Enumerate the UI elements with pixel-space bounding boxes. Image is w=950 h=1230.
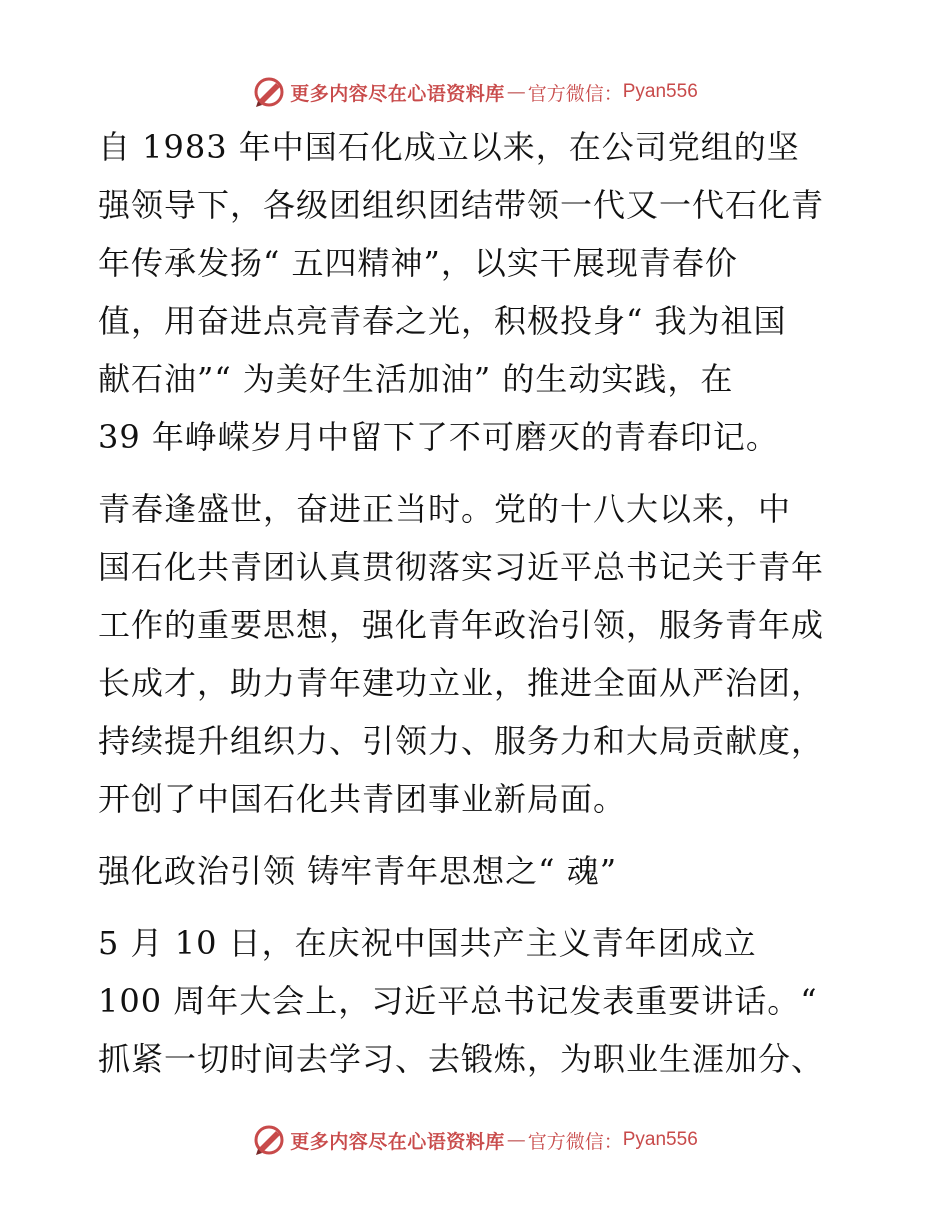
text-line: 强领导下，各级团组织团结带领一代又一代石化青 xyxy=(98,186,825,224)
banner-wechat-id: Pyan556 xyxy=(622,1129,698,1150)
text-line: 自 1983 年中国石化成立以来，在公司党组的坚 xyxy=(98,128,800,166)
section-heading xyxy=(98,842,878,900)
text-line: 5 月 10 日，在庆祝中国共产主义青年团成立 xyxy=(98,924,757,962)
pen-logo-icon xyxy=(252,75,286,109)
text-line: 工作的重要思想，强化青年政治引领，服务青年成 xyxy=(98,606,825,644)
text-line: 持续提升组织力、引领力、服务力和大局贡献度， xyxy=(98,722,825,760)
text-line: 抓紧一切时间去学习、去锻炼，为职业生涯加分、 xyxy=(98,1040,825,1078)
banner-dash: — xyxy=(506,81,526,103)
text-line: 年传承发扬“ 五四精神”，以实干展现青春价 xyxy=(98,244,738,282)
pen-logo-icon xyxy=(252,1123,286,1157)
paragraph-1 xyxy=(98,118,878,466)
footer-watermark-banner xyxy=(0,1120,950,1160)
paragraph-2 xyxy=(98,480,878,828)
heading-line: 强化政治引领 铸牢青年思想之“ 魂” xyxy=(98,852,618,890)
text-line: 值，用奋进点亮青春之光，积极投身“ 我为祖国 xyxy=(98,302,787,340)
document-body xyxy=(98,118,878,1088)
banner-wechat-id: Pyan556 xyxy=(622,81,698,102)
text-line: 献石油”“ 为美好生活加油” 的生动实践，在 xyxy=(98,360,734,398)
banner-official-label: 官方微信： xyxy=(527,1130,623,1153)
banner-dash: — xyxy=(506,1129,526,1151)
banner-official-label: 官方微信： xyxy=(527,82,623,105)
text-line: 开创了中国石化共青团事业新局面。 xyxy=(98,780,627,818)
banner-brand-text: 更多内容尽在心语资料库 xyxy=(290,82,505,105)
text-line: 长成才，助力青年建功立业，推进全面从严治团， xyxy=(98,664,825,702)
text-line: 39 年峥嵘岁月中留下了不可磨灭的青春印记。 xyxy=(98,418,779,456)
text-line: 100 周年大会上，习近平总书记发表重要讲话。“ xyxy=(98,982,818,1020)
banner-brand-text: 更多内容尽在心语资料库 xyxy=(290,1130,505,1153)
header-watermark-banner xyxy=(0,72,950,112)
paragraph-3 xyxy=(98,914,878,1088)
text-line: 青春逢盛世，奋进正当时。党的十八大以来，中 xyxy=(98,490,792,528)
text-line: 国石化共青团认真贯彻落实习近平总书记关于青年 xyxy=(98,548,825,586)
